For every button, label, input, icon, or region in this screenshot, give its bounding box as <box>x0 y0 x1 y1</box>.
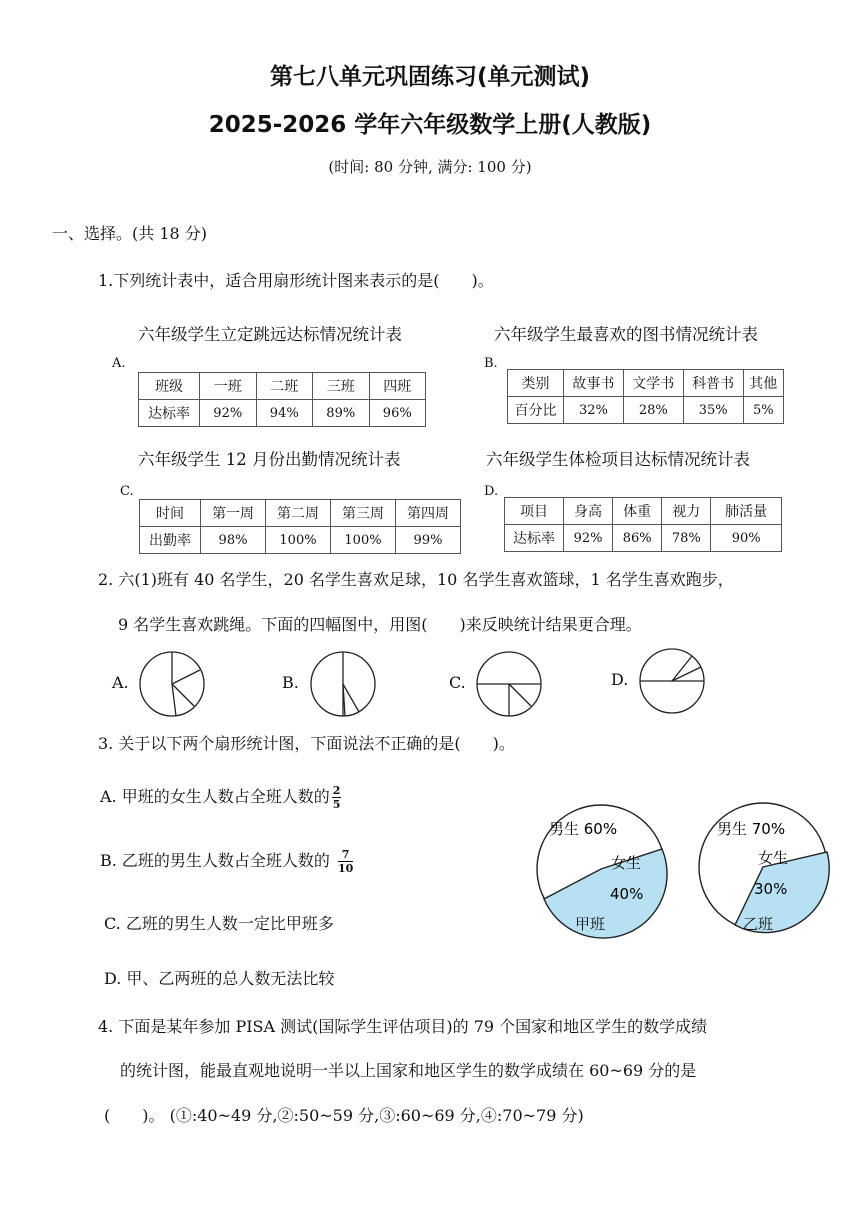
table-cell: 35% <box>683 397 743 424</box>
table-cell: 86% <box>613 525 662 552</box>
table-cell: 百分比 <box>508 397 564 424</box>
table-b-caption: 六年级学生最喜欢的图书情况统计表 <box>494 325 758 344</box>
q3-option-a-text: A. 甲班的女生人数占全班人数的 <box>100 787 330 806</box>
pie-label-boy: 男生 60% <box>549 820 618 838</box>
table-cell: 5% <box>743 397 783 424</box>
table-d-caption: 六年级学生体检项目达标情况统计表 <box>486 450 750 469</box>
option-c-label: C. <box>120 484 134 499</box>
table-cell: 92% <box>564 525 613 552</box>
q3-option-a <box>100 784 341 811</box>
table-cell: 四班 <box>369 373 426 400</box>
pie-option-c <box>473 648 545 720</box>
table-a-caption: 六年级学生立定跳远达标情况统计表 <box>138 325 402 344</box>
pie-label-girl-pct: 30% <box>754 880 788 898</box>
table-cell: 92% <box>200 400 257 427</box>
table-cell: 肺活量 <box>711 498 782 525</box>
fraction-denominator: 10 <box>337 862 354 875</box>
table-cell: 故事书 <box>564 370 624 397</box>
pie-option-d-label: D. <box>611 670 629 689</box>
page-subtitle: 2025-2026 学年六年级数学上册(人教版) <box>208 112 652 138</box>
table-cell: 二班 <box>256 373 313 400</box>
fraction-numerator: 7 <box>338 848 353 862</box>
table-cell: 类别 <box>508 370 564 397</box>
pie-label-girl-pct: 40% <box>610 885 644 903</box>
question-4-line1: 4. 下面是某年参加 PISA 测试(国际学生评估项目)的 79 个国家和地区学生的数学成绩 <box>98 1017 708 1036</box>
q3-option-c: C. 乙班的男生人数一定比甲班多 <box>104 914 334 933</box>
pie-option-b <box>307 648 379 720</box>
table-cell: 32% <box>564 397 624 424</box>
question-2-line2: 9 名学生喜欢跳绳。下面的四幅图中，用图( )来反映统计结果更合理。 <box>118 615 642 634</box>
table-cell: 项目 <box>505 498 564 525</box>
table-cell: 体重 <box>613 498 662 525</box>
table-cell: 文学书 <box>623 370 683 397</box>
pie-option-a <box>136 648 208 720</box>
table-cell: 达标率 <box>505 525 564 552</box>
table-cell: 100% <box>331 527 396 554</box>
table-cell: 28% <box>623 397 683 424</box>
table-c-caption: 六年级学生 12 月份出勤情况统计表 <box>138 450 401 469</box>
table-row <box>508 397 784 424</box>
option-b-label: B. <box>484 356 498 371</box>
table-cell: 78% <box>662 525 711 552</box>
table-cell: 90% <box>711 525 782 552</box>
table-row <box>139 400 426 427</box>
table-cell: 99% <box>396 527 461 554</box>
pie-label-boy: 男生 70% <box>717 820 786 838</box>
table-a <box>138 372 426 427</box>
table-row <box>508 370 784 397</box>
table-row <box>505 498 782 525</box>
pie-label-girl: 女生 <box>611 854 642 872</box>
question-1-stem: 1.下列统计表中，适合用扇形统计图来表示的是( )。 <box>98 271 494 290</box>
table-cell: 其他 <box>743 370 783 397</box>
pie-option-c-label: C. <box>449 673 466 692</box>
option-a-label: A. <box>112 356 126 371</box>
table-cell: 一班 <box>200 373 257 400</box>
table-row <box>139 373 426 400</box>
table-cell: 89% <box>313 400 370 427</box>
table-cell: 三班 <box>313 373 370 400</box>
fraction-denominator: 5 <box>332 798 341 811</box>
pie-option-b-label: B. <box>282 673 299 692</box>
table-d <box>504 497 782 552</box>
section-heading: 一、选择。(共 18 分) <box>52 224 208 243</box>
table-cell: 98% <box>201 527 266 554</box>
fraction-numerator: 2 <box>332 784 341 797</box>
table-cell: 第三周 <box>331 500 396 527</box>
table-cell: 96% <box>369 400 426 427</box>
question-3-stem: 3. 关于以下两个扇形统计图，下面说法不正确的是( )。 <box>98 734 515 753</box>
table-cell: 达标率 <box>139 400 200 427</box>
question-4-line2: 的统计图，能最直观地说明一半以上国家和地区学生的数学成绩在 60~69 分的是 <box>120 1061 697 1080</box>
table-cell: 100% <box>266 527 331 554</box>
table-cell: 班级 <box>139 373 200 400</box>
pie-label-girl: 女生 <box>758 849 789 867</box>
table-cell: 94% <box>256 400 313 427</box>
table-cell: 身高 <box>564 498 613 525</box>
fraction <box>332 784 342 811</box>
table-c <box>139 499 461 554</box>
table-cell: 时间 <box>140 500 201 527</box>
q3-option-d: D. 甲、乙两班的总人数无法比较 <box>104 969 335 988</box>
table-row <box>505 525 782 552</box>
table-cell: 第一周 <box>201 500 266 527</box>
page-title: 第七八单元巩固练习(单元测试) <box>269 64 591 90</box>
fraction <box>338 848 353 875</box>
option-d-label: D. <box>484 484 499 499</box>
question-4-line3: ( )。 (①:40~49 分,②:50~59 分,③:60~69 分,④:70~79 分) <box>104 1106 584 1125</box>
table-cell: 科普书 <box>683 370 743 397</box>
q3-option-b <box>100 848 353 875</box>
table-row <box>140 527 461 554</box>
table-cell: 第二周 <box>266 500 331 527</box>
pie-caption-yi: 乙班 <box>743 915 774 933</box>
table-cell: 第四周 <box>396 500 461 527</box>
pie-option-a-label: A. <box>112 673 129 692</box>
table-cell: 出勤率 <box>140 527 201 554</box>
table-b <box>507 369 784 424</box>
q3-option-b-text: B. 乙班的男生人数占全班人数的 <box>100 851 330 870</box>
time-info: (时间: 80 分钟, 满分: 100 分) <box>328 158 532 176</box>
question-2-line1: 2. 六(1)班有 40 名学生，20 名学生喜欢足球，10 名学生喜欢篮球，1 名学生喜欢跑步， <box>98 570 734 589</box>
pie-caption-jia: 甲班 <box>575 915 606 933</box>
table-row <box>140 500 461 527</box>
table-cell: 视力 <box>662 498 711 525</box>
pie-option-d <box>636 645 708 717</box>
